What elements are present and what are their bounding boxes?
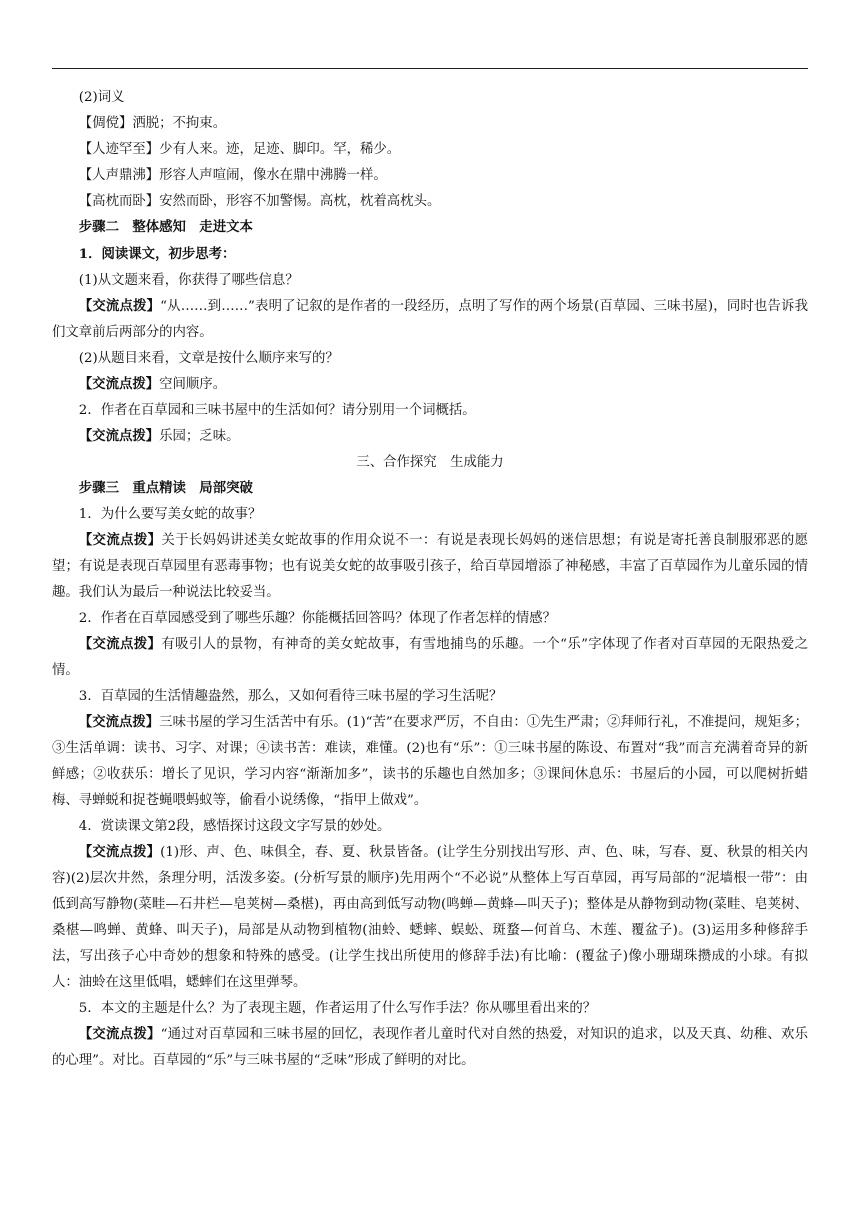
vocab-item: 【人声鼎沸】形容人声喧闹，像水在鼎中沸腾一样。 bbox=[78, 168, 387, 183]
vocab-item: 【倜傥】洒脱；不拘束。 bbox=[78, 116, 227, 131]
answer: 【交流点拨】有吸引人的景物，有神奇的美女蛇故事，有雪地捕鸟的乐趣。一个“乐”字体现了作者对百草园的无限热爱之情。 bbox=[52, 637, 808, 678]
vocab-item: 【高枕而卧】安然而卧，形容不加警惕。高枕，枕着高枕头。 bbox=[78, 194, 441, 209]
question: 2．作者在百草园和三味书屋中的生活如何？请分别用一个词概括。 bbox=[78, 403, 476, 418]
question: 1．阅读课文，初步思考： bbox=[78, 246, 236, 262]
question: 3．百草园的生活情趣盎然，那么，又如何看待三味书屋的学习生活呢？ bbox=[78, 689, 503, 704]
question: 5．本文的主题是什么？为了表现主题，作者运用了什么写作手法？你从哪里看出来的？ bbox=[78, 1001, 597, 1016]
vocab-item: 【人迹罕至】少有人来。迹，足迹、脚印。罕，稀少。 bbox=[78, 142, 401, 157]
question: (1)从文题来看，你获得了哪些信息？ bbox=[78, 273, 299, 288]
vocab-heading: (2)词义 bbox=[78, 90, 125, 105]
answer: 【交流点拨】“从……到……”表明了记叙的是作者的一段经历，点明了写作的两个场景(百草园、三味书屋)，同时也告诉我们文章前后两部分的内容。 bbox=[52, 299, 809, 340]
step3-heading: 步骤三 重点精读 局部突破 bbox=[78, 481, 253, 496]
answer: 【交流点拨】(1)形、声、色、味俱全，春、夏、秋景皆备。(让学生分别找出写形、声、色、味，写春、夏、秋景的相关内容)(2)层次井然，条理分明，活泼多姿。(分析写景的顺序)先用两个“不必说”从整体上写百草园，再写局部的“泥墙根一带”：由低到高写静物(菜畦—石井栏—皂荚树—桑椹)，再由高到低写动物(鸣蝉—黄蜂—叫天子)；整体是从静物到动物(菜畦、皂荚树、桑椹—鸣蝉、黄蜂、叫天子)，局部是从动物到植物(油蛉、蟋蟀、蜈蚣、斑蝥—何首乌、木莲、覆盆子)。(3)运用多种修辞手法，写出孩子心中奇妙的想象和特殊的感受。(让学生找出所使用的修辞手法)有比喻：(覆盆子)像小珊瑚珠攒成的小球。有拟人：油蛉在这里低唱，蟋蟀们在这里弹琴。 bbox=[52, 845, 808, 990]
answer: 【交流点拨】关于长妈妈讲述美女蛇故事的作用众说不一：有说是表现长妈妈的迷信思想；有说是寄托善良制服邪恶的愿望；有说是表现百草园里有恶毒事物；也有说美女蛇的故事吸引孩子，给百草园增添了神秘感，丰富了百草园作为儿童乐园的情趣。我们认为最后一种说法比较妥当。 bbox=[52, 533, 808, 600]
step2-heading: 步骤二 整体感知 走进文本 bbox=[78, 220, 253, 235]
question: 1．为什么要写美女蛇的故事？ bbox=[78, 507, 262, 522]
section-title: 三、合作探究 生成能力 bbox=[356, 455, 504, 470]
answer: 【交流点拨】“通过对百草园和三味书屋的回忆，表现作者儿童时代对自然的热爱，对知识的追求，以及天真、幼稚、欢乐的心理”。对比。百草园的“乐”与三味书屋的“乏味”形成了鲜明的对比。 bbox=[52, 1027, 809, 1068]
document-body bbox=[52, 85, 808, 1074]
question: 4．赏读课文第2段，感悟探讨这段文字写景的妙处。 bbox=[78, 819, 391, 834]
question: 2．作者在百草园感受到了哪些乐趣？你能概括回答吗？体现了作者怎样的情感？ bbox=[78, 611, 556, 626]
answer: 【交流点拨】乐园；乏味。 bbox=[78, 429, 240, 444]
header-rule bbox=[52, 68, 808, 69]
question: (2)从题目来看，文章是按什么顺序来写的？ bbox=[78, 351, 339, 366]
answer: 【交流点拨】三味书屋的学习生活苦中有乐。(1)“苦”在要求严厉，不自由：①先生严肃；②拜师行礼，不准提问，规矩多；③生活单调：读书、习字、对课；④读书苦：难读，难懂。(2)也有“乐”：①三味书屋的陈设、布置对“我”而言充满着奇异的新鲜感；②收获乐：增长了见识，学习内容“渐渐加多”，读书的乐趣也自然加多；③课间休息乐：书屋后的小园，可以爬树折蜡梅、寻蝉蜕和捉苍蝇喂蚂蚁等，偷看小说绣像，“指甲上做戏”。 bbox=[52, 715, 809, 808]
answer: 【交流点拨】空间顺序。 bbox=[78, 377, 227, 392]
